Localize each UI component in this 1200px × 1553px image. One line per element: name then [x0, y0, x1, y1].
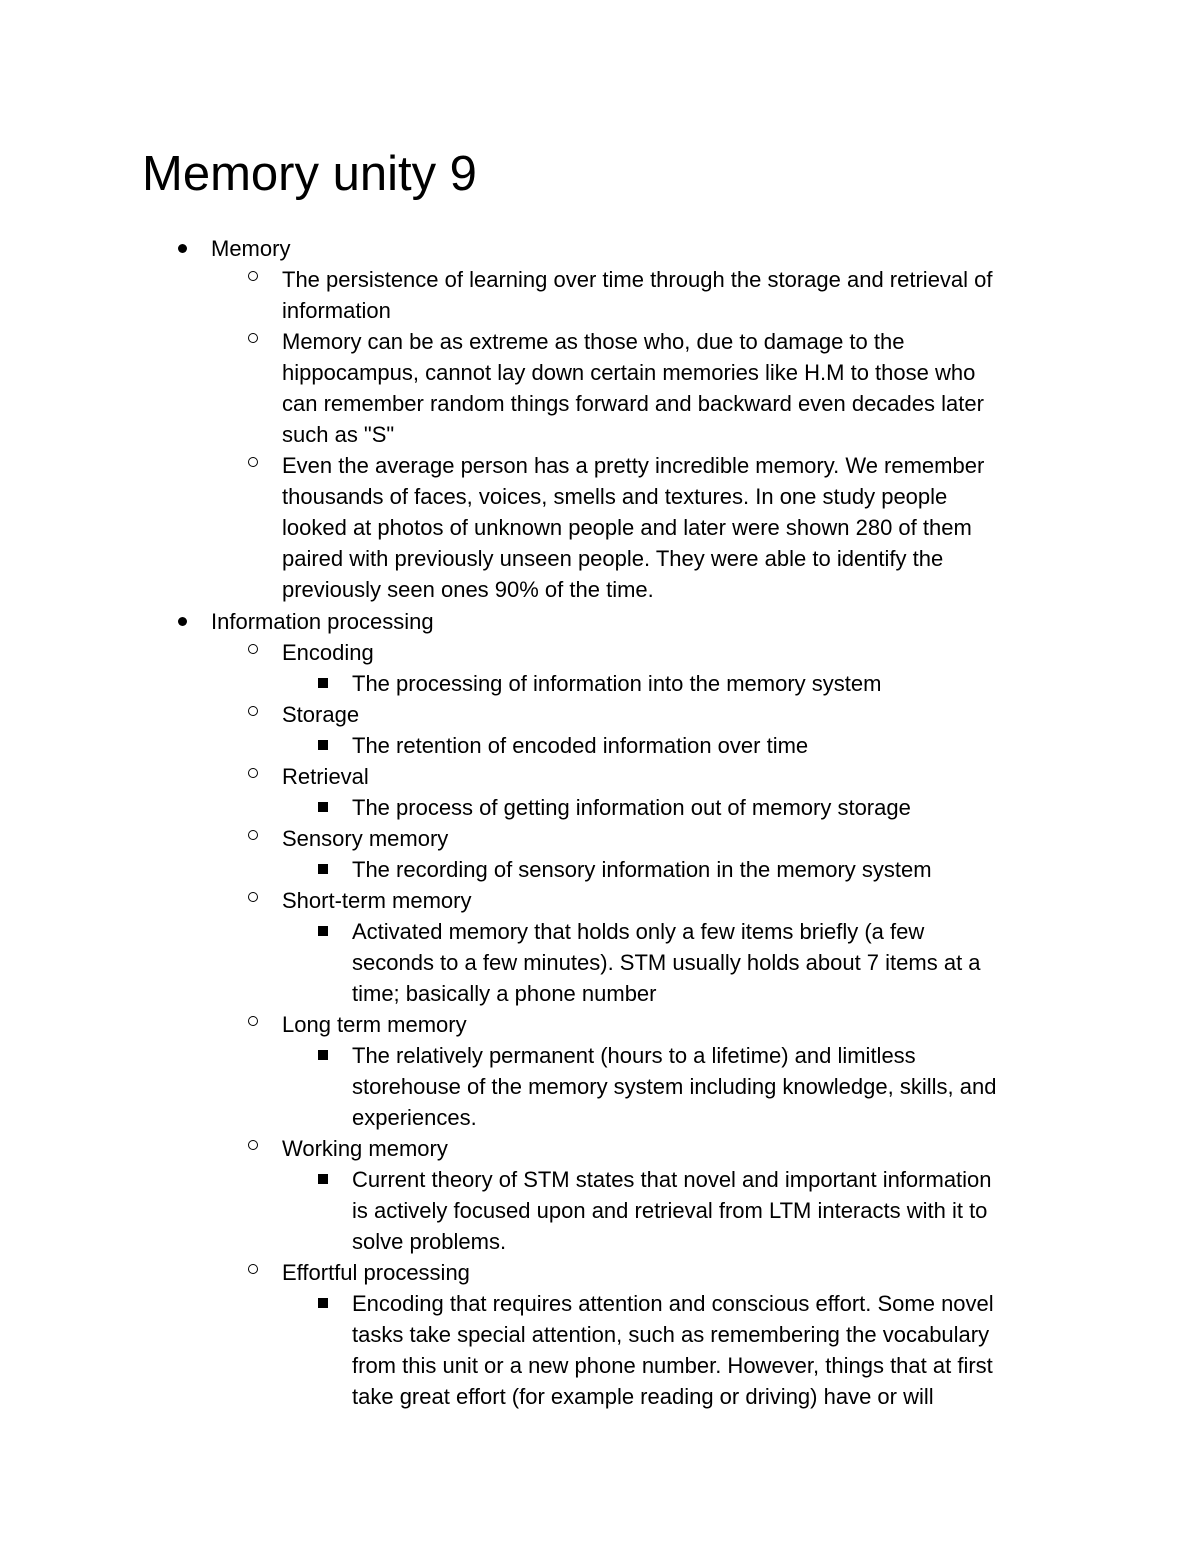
definition-text: Encoding that requires attention and conscious effort. Some novel [352, 1291, 994, 1316]
level3-bullet [318, 678, 328, 688]
list-item-text: thousands of faces, voices, smells and textures. In one study people [282, 484, 948, 509]
term-storage: Storage [282, 702, 360, 727]
definition-text: Current theory of STM states that novel and important information [352, 1167, 992, 1192]
level3-bullet [318, 864, 328, 874]
level3-bullet [318, 802, 328, 812]
level3-bullet [318, 740, 328, 750]
definition-text: Activated memory that holds only a few items briefly (a few [352, 919, 925, 944]
level2-bullet [248, 271, 258, 281]
level3-bullet [318, 1298, 328, 1308]
level2-bullet [248, 1016, 258, 1026]
level2-bullet [248, 333, 258, 343]
definition-text: experiences. [352, 1105, 477, 1130]
definition-text: tasks take special attention, such as remembering the vocabulary [352, 1322, 990, 1347]
level3-bullet [318, 1050, 328, 1060]
list-item-text: hippocampus, cannot lay down certain memories like H.M to those who [282, 360, 976, 385]
list-item-text: The persistence of learning over time through the storage and retrieval of [282, 267, 993, 292]
definition-text: is actively focused upon and retrieval from LTM interacts with it to [352, 1198, 988, 1223]
level2-bullet [248, 768, 258, 778]
term-sensory-memory: Sensory memory [282, 826, 449, 851]
definition-text: from this unit or a new phone number. However, things that at first [352, 1353, 993, 1378]
definition-text: solve problems. [352, 1229, 507, 1254]
term-retrieval: Retrieval [282, 764, 369, 789]
section-heading-memory: Memory [211, 236, 291, 261]
definition-text: take great effort (for example reading or driving) have or will [352, 1384, 934, 1409]
level3-bullet [318, 926, 328, 936]
term-working-memory: Working memory [282, 1136, 448, 1161]
list-item-text: paired with previously unseen people. They were able to identify the [282, 546, 944, 571]
list-item-text: looked at photos of unknown people and later were shown 280 of them [282, 515, 972, 540]
list-item-text: information [282, 298, 391, 323]
definition-text: The retention of encoded information over time [352, 733, 809, 758]
term-short-term-memory: Short-term memory [282, 888, 472, 913]
term-encoding: Encoding [282, 640, 374, 665]
page-title: Memory unity 9 [142, 147, 477, 201]
definition-text: time; basically a phone number [352, 981, 657, 1006]
level2-bullet [248, 706, 258, 716]
level1-bullet [178, 244, 187, 253]
term-long-term-memory: Long term memory [282, 1012, 467, 1037]
list-item-text: such as "S" [282, 422, 395, 447]
level2-bullet [248, 1140, 258, 1150]
section-heading-information-processing: Information processing [211, 609, 434, 634]
level1-bullet [178, 617, 187, 626]
definition-text: storehouse of the memory system including knowledge, skills, and [352, 1074, 997, 1099]
definition-text: seconds to a few minutes). STM usually holds about 7 items at a [352, 950, 981, 975]
definition-text: The processing of information into the memory system [352, 671, 882, 696]
level2-bullet [248, 1264, 258, 1274]
level2-bullet [248, 644, 258, 654]
level2-bullet [248, 892, 258, 902]
list-item-text: previously seen ones 90% of the time. [282, 577, 654, 602]
definition-text: The relatively permanent (hours to a lifetime) and limitless [352, 1043, 916, 1068]
level2-bullet [248, 457, 258, 467]
level3-bullet [318, 1174, 328, 1184]
level2-bullet [248, 830, 258, 840]
term-effortful-processing: Effortful processing [282, 1260, 470, 1285]
list-item-text: Even the average person has a pretty incredible memory. We remember [282, 453, 985, 478]
list-item-text: Memory can be as extreme as those who, due to damage to the [282, 329, 905, 354]
definition-text: The process of getting information out of memory storage [352, 795, 911, 820]
definition-text: The recording of sensory information in the memory system [352, 857, 932, 882]
list-item-text: can remember random things forward and backward even decades later [282, 391, 984, 416]
